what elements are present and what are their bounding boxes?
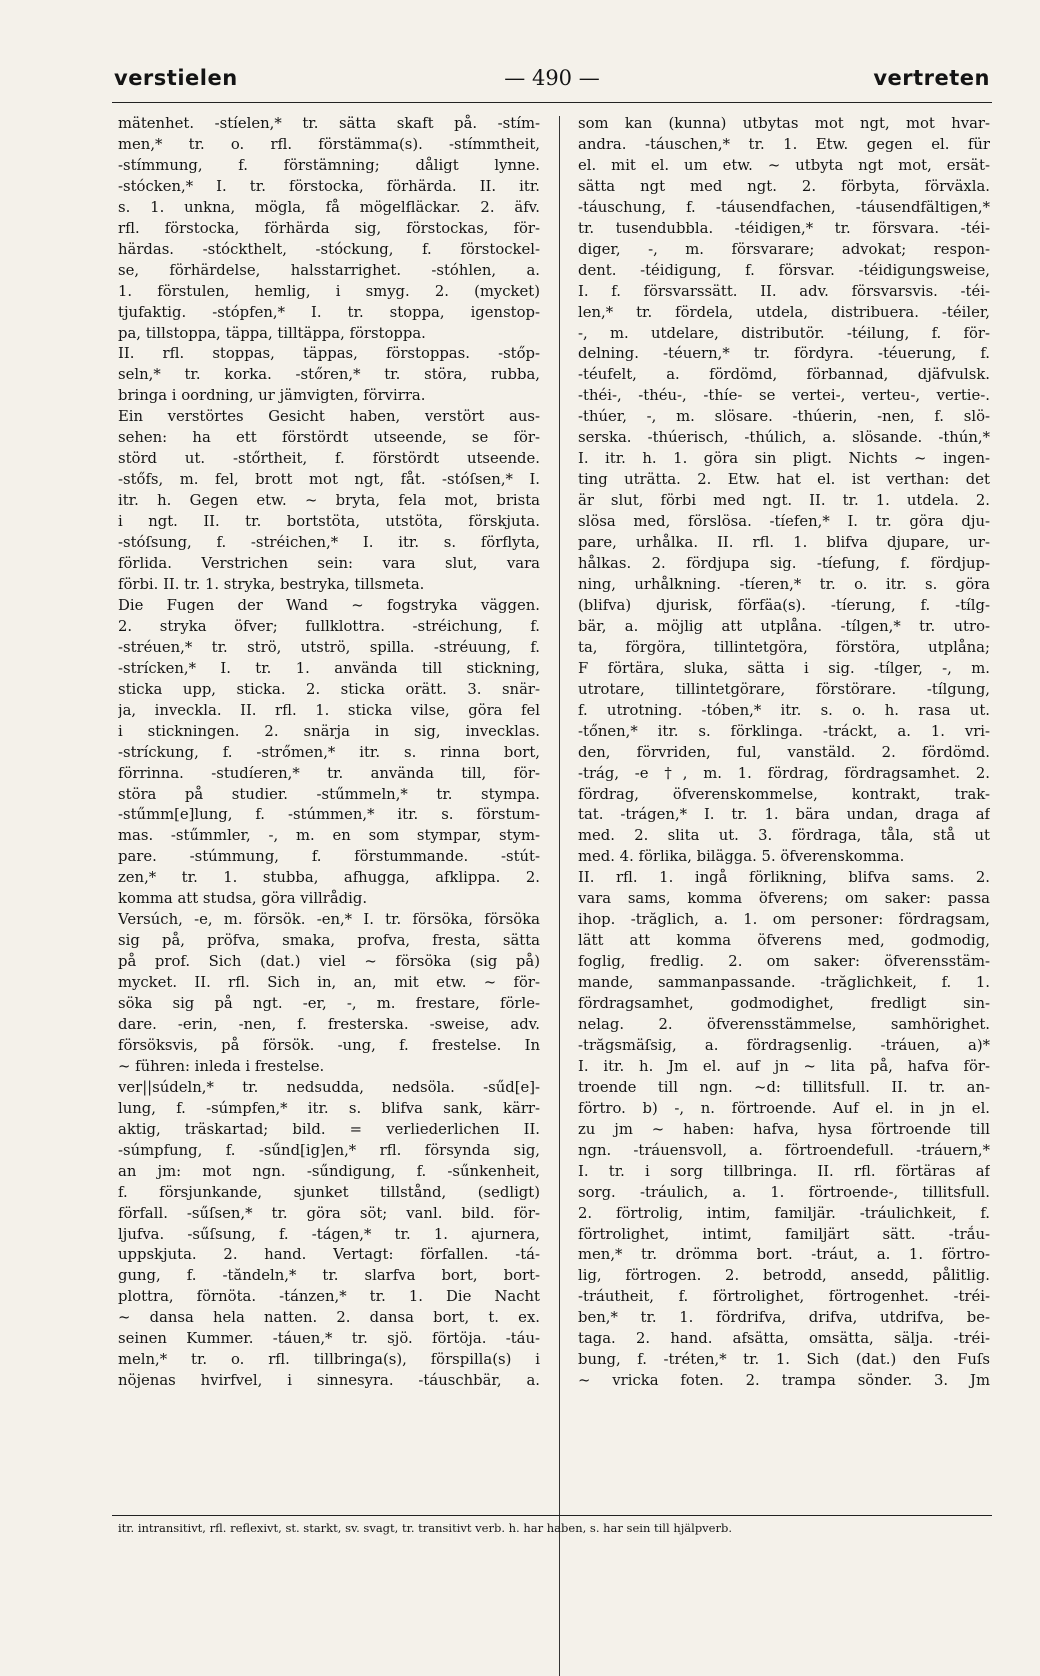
dictionary-line: serska. -thúerisch, -thúlich, a. slösande. -thún,*: [578, 429, 990, 447]
dictionary-line: delning. -téuern,* tr. fördyra. -téuerung, f.: [578, 345, 990, 363]
dictionary-line: rfl. förstocka, förhärda sig, förstockas, för-: [118, 219, 540, 237]
dictionary-line: foglig, fredlig. 2. om saker: öfverensstäm-: [578, 953, 990, 971]
footer-rule: [112, 1515, 992, 1516]
dictionary-line: II. rfl. 1. ingå förlikning, blifva sams. 2.: [578, 869, 990, 887]
dictionary-line: förtro. b) -, n. förtroende. Auf el. in jn el.: [578, 1099, 990, 1117]
dictionary-line: mas. -stűmmler, -, m. en som stympar, stym-: [118, 827, 540, 845]
dictionary-line: 2. stryka öfver; fullklottra. -stréichung, f.: [118, 617, 540, 635]
dictionary-line: -stréuen,* tr. strö, utströ, spilla. -stréuung, f.: [118, 638, 540, 656]
dictionary-line: gung, f. -tăndeln,* tr. slarfva bort, bort-: [118, 1267, 540, 1285]
dictionary-line: komma att studsa, göra villrådig.: [118, 890, 368, 908]
dictionary-line: slösa med, förslösa. -tíefen,* I. tr. göra dju-: [578, 513, 990, 531]
dictionary-line: förbi. II. tr. 1. stryka, bestryka, tillsmeta.: [118, 575, 425, 593]
dictionary-line: störd ut. -stőrtheit, f. förstördt utseende.: [118, 450, 540, 468]
dictionary-line: len,* tr. fördela, utdela, distribuera. -téiler,: [578, 303, 990, 321]
dictionary-line: bär, a. möjlig att utplåna. -tílgen,* tr. utro-: [578, 617, 990, 635]
dictionary-line: -stóſsung, f. -stréichen,* I. itr. s. förflyta,: [118, 534, 540, 552]
dictionary-line: f. utrotning. -tóben,* itr. s. o. h. rasa ut.: [578, 701, 990, 719]
dictionary-line: lig, förtrogen. 2. betrodd, ansedd, pålitlig.: [578, 1267, 990, 1285]
dictionary-line: -stűmm[e]lung, f. -stúmmen,* itr. s. förstum-: [118, 806, 540, 824]
dictionary-line: I. f. försvarssätt. II. adv. försvarsvis. -téi-: [578, 282, 990, 300]
dictionary-line: Die Fugen der Wand ~ fogstryka väggen.: [118, 596, 540, 614]
dictionary-line: dent. -téidigung, f. försvar. -téidigungsweise,: [578, 261, 990, 279]
dictionary-line: I. itr. h. Jm el. auf jn ~ lita på, hafva för-: [578, 1057, 990, 1075]
dictionary-line: Versúch, -e, m. försök. -en,* I. tr. försöka, försöka: [118, 911, 540, 929]
dictionary-line: förfall. -sűſsen,* tr. göra söt; vanl. bild. för-: [118, 1204, 540, 1222]
dictionary-line: I. tr. i sorg tillbringa. II. rfl. förtäras af: [578, 1162, 990, 1180]
dictionary-line: men,* tr. drömma bort. -tráut, a. 1. förtro-: [578, 1246, 990, 1264]
dictionary-line: -táuschung, f. -táusendfachen, -táusendfältigen,*: [578, 198, 990, 216]
dictionary-line: -stríckung, f. -strőmen,* itr. s. rinna bort,: [118, 743, 540, 761]
dictionary-line: med. 2. slita ut. 3. fördraga, tåla, stå ut: [578, 827, 990, 845]
dictionary-line: ihop. -trăglich, a. 1. om personer: fördragsam,: [578, 911, 990, 929]
dictionary-line: sig på, pröfva, smaka, profva, fresta, sätta: [118, 932, 540, 950]
dictionary-line: itr. h. Gegen etw. ~ bryta, fela mot, brista: [118, 492, 540, 510]
dictionary-line: 1. förstulen, hemlig, i smyg. 2. (mycket): [118, 282, 540, 300]
dictionary-line: tjufaktig. -stópfen,* I. tr. stoppa, igenstop-: [118, 303, 540, 321]
dictionary-line: -théi-, -théu-, -thíe- se vertei-, verteu-, vertie-.: [578, 387, 990, 405]
dictionary-line: -stócken,* I. tr. förstocka, förhärda. II. itr.: [118, 177, 540, 195]
dictionary-line: el. mit el. um etw. ~ utbyta ngt mot, ersät-: [578, 156, 990, 174]
dictionary-line: zu jm ~ haben: hafva, hysa förtroende till: [578, 1120, 990, 1138]
dictionary-line: ~ vricka foten. 2. trampa sönder. 3. Jm: [578, 1372, 990, 1390]
dictionary-line: men,* tr. o. rfl. förstämma(s). -stímmtheit,: [118, 135, 540, 153]
dictionary-line: -trăgsmäſsig, a. fördragsenlig. -tráuen, a)*: [578, 1036, 990, 1054]
dictionary-line: ver||súdeln,* tr. nedsudda, nedsöla. -sűd[e]-: [118, 1078, 540, 1096]
dictionary-line: förrinna. -studíeren,* tr. använda till, för-: [118, 764, 540, 782]
dictionary-line: (blifva) djurisk, förfäa(s). -tíerung, f. -tílg-: [578, 596, 990, 614]
dictionary-line: taga. 2. hand. afsätta, omsätta, sälja. -tréi-: [578, 1330, 990, 1348]
dictionary-line: aktig, träskartad; bild. = verliederlichen II.: [118, 1120, 540, 1138]
dictionary-line: troende till ngn. ~d: tillitsfull. II. tr. an-: [578, 1078, 990, 1096]
dictionary-line: i ngt. II. tr. bortstöta, utstöta, förskjuta.: [118, 513, 540, 531]
dictionary-line: -thúer, -, m. slösare. -thúerin, -nen, f. slö-: [578, 408, 990, 426]
dictionary-line: mätenhet. -stíelen,* tr. sätta skaft på. -stím-: [118, 115, 540, 132]
dictionary-line: härdas. -stóckthelt, -stóckung, f. förstockel-: [118, 240, 540, 258]
dictionary-line: sticka upp, sticka. 2. sticka orätt. 3. snär-: [118, 680, 540, 698]
dictionary-line: i stickningen. 2. snärja in sig, invecklas.: [118, 722, 540, 740]
dictionary-line: meln,* tr. o. rfl. tillbringa(s), förspilla(s) i: [118, 1351, 540, 1369]
dictionary-line: bringa i oordning, ur jämvigten, förvirra.: [118, 387, 426, 405]
dictionary-line: II. rfl. stoppas, täppas, förstoppas. -stőp-: [118, 345, 540, 363]
right-guide-word: vertreten: [873, 66, 990, 90]
dictionary-line: ngn. -tráuensvoll, a. förtroendefull. -tráuern,*: [578, 1141, 990, 1159]
dictionary-line: utrotare, tillintetgörare, förstörare. -tílgung,: [578, 680, 990, 698]
dictionary-line: nöjenas hvirfvel, i sinnesyra. -táuschbär, a.: [118, 1372, 540, 1390]
dictionary-line: den, förvriden, ful, vanstäld. 2. fördömd.: [578, 743, 990, 761]
dictionary-line: Ein verstörtes Gesicht haben, verstört aus-: [118, 408, 540, 426]
column-divider: [559, 116, 560, 1676]
dictionary-line: vara sams, komma öfverens; om saker: passa: [578, 890, 990, 908]
dictionary-line: är slut, förbi med ngt. II. tr. 1. utdela. 2.: [578, 492, 990, 510]
dictionary-line: I. itr. h. 1. göra sin pligt. Nichts ~ ingen-: [578, 450, 990, 468]
dictionary-line: pare, urhålka. II. rfl. 1. blifva djupare, ur-: [578, 534, 990, 552]
dictionary-line: ~ führen: inleda i frestelse.: [118, 1057, 325, 1075]
dictionary-line: förtrolighet, intimt, familjärt sätt. -trắu-: [578, 1225, 990, 1243]
abbreviation-legend: itr. intransitivt, rfl. reflexivt, st. starkt, sv. svagt, tr. transitivt verb. h. har haben, s. har sein till hjälpverb.: [118, 1521, 732, 1535]
dictionary-line: hålkas. 2. fördjupa sig. -tíefung, f. fördjup-: [578, 555, 990, 573]
dictionary-line: se, förhärdelse, halsstarrighet. -stóhlen, a.: [118, 261, 540, 279]
dictionary-line: pa, tillstoppa, täppa, tilltäppa, förstoppa.: [118, 324, 426, 342]
dictionary-line: söka sig på ngt. -er, -, m. frestare, förle-: [118, 995, 540, 1013]
dictionary-line: ta, förgöra, tillintetgöra, förstöra, utplåna;: [578, 638, 990, 656]
left-guide-word: verstielen: [114, 66, 238, 90]
dictionary-line: -súmpfung, f. -sűnd[ig]en,* rfl. försynda sig,: [118, 1141, 540, 1159]
dictionary-line: lätt att komma öfverens med, godmodig,: [578, 932, 990, 950]
dictionary-line: F förtära, sluka, sätta i sig. -tílger, -, m.: [578, 659, 990, 677]
header-rule: [112, 102, 992, 103]
dictionary-line: bung, f. -tréten,* tr. 1. Sich (dat.) den Fuſs: [578, 1351, 990, 1369]
dictionary-line: mande, sammanpassande. -trăglichkeit, f. 1.: [578, 974, 990, 992]
dictionary-line: ben,* tr. 1. fördrifva, drifva, utdrifva, be-: [578, 1309, 990, 1327]
dictionary-line: tat. -trágen,* I. tr. 1. bära undan, draga af: [578, 806, 990, 824]
right-column: [578, 114, 990, 1392]
dictionary-line: -strícken,* I. tr. 1. använda till stickning,: [118, 659, 540, 677]
dictionary-line: fördragsamhet, godmodighet, fredligt sin-: [578, 995, 990, 1013]
dictionary-line: -tőnen,* itr. s. förklinga. -tráckt, a. 1. vri-: [578, 722, 990, 740]
dictionary-line: ~ dansa hela natten. 2. dansa bort, t. ex.: [118, 1309, 540, 1327]
dictionary-line: -stímmung, f. förstämning; dåligt lynne.: [118, 156, 540, 174]
dictionary-line: s. 1. unkna, mögla, få mögelfläckar. 2. äfv.: [118, 198, 540, 216]
dictionary-line: uppskjuta. 2. hand. Vertagt: förfallen. -tá-: [118, 1246, 540, 1264]
dictionary-line: sehen: ha ett förstördt utseende, se för-: [118, 429, 540, 447]
dictionary-line: diger, -, m. försvarare; advokat; respon-: [578, 240, 990, 258]
dictionary-line: -, m. utdelare, distributör. -téilung, f. för-: [578, 324, 990, 342]
dictionary-line: nelag. 2. öfverensstämmelse, samhörighet.: [578, 1015, 990, 1033]
dictionary-line: sorg. -tráulich, a. 1. förtroende-, tillitsfull.: [578, 1183, 990, 1201]
left-column: [118, 114, 540, 1392]
dictionary-line: pare. -stúmmung, f. förstummande. -stút-: [118, 848, 540, 866]
dictionary-line: ting uträtta. 2. Etw. hat el. ist verthan: det: [578, 471, 990, 489]
dictionary-line: sätta ngt med ngt. 2. förbyta, förväxla.: [578, 177, 990, 195]
dictionary-line: plottra, förnöta. -tánzen,* tr. 1. Die Nacht: [118, 1288, 540, 1306]
dictionary-line: lung, f. -súmpfen,* itr. s. blifva sank, kärr-: [118, 1099, 540, 1117]
dictionary-line: tr. tusendubbla. -téidigen,* tr. försvara. -téi-: [578, 219, 990, 237]
dictionary-line: på prof. Sich (dat.) viel ~ försöka (sig på): [118, 953, 540, 971]
dictionary-line: försöksvis, på försök. -ung, f. frestelse. In: [118, 1036, 540, 1054]
dictionary-line: zen,* tr. 1. stubba, afhugga, afklippa. 2.: [118, 869, 540, 887]
dictionary-line: andra. -táuschen,* tr. 1. Etw. gegen el. für: [578, 135, 990, 153]
page-number: — 490 —: [504, 66, 600, 90]
dictionary-line: seln,* tr. korka. -stőren,* tr. störa, rubba,: [118, 366, 540, 384]
dictionary-line: -tráutheit, f. förtrolighet, förtrogenhet. -tréi-: [578, 1288, 990, 1306]
dictionary-line: -stőfs, m. fel, brott mot ngt, fåt. -stóſsen,* I.: [118, 471, 540, 489]
dictionary-line: seinen Kummer. -táuen,* tr. sjö. förtöja. -táu-: [118, 1330, 540, 1348]
dictionary-line: störa på studier. -stűmmeln,* tr. stympa.: [118, 785, 540, 803]
dictionary-line: dare. -erin, -nen, f. fresterska. -sweise, adv.: [118, 1015, 540, 1033]
dictionary-line: -téufelt, a. fördömd, förbannad, djäfvulsk.: [578, 366, 990, 384]
dictionary-line: f. försjunkande, sjunket tillstånd, (sedligt): [118, 1183, 540, 1201]
dictionary-line: med. 4. förlika, bilägga. 5. öfverenskomma.: [578, 848, 905, 866]
dictionary-line: som kan (kunna) utbytas mot ngt, mot hvar-: [578, 115, 990, 132]
dictionary-line: ljufva. -sűſsung, f. -tágen,* tr. 1. ajurnera,: [118, 1225, 540, 1243]
page-header: [114, 66, 990, 96]
dictionary-line: fördrag, öfverenskommelse, kontrakt, trak-: [578, 785, 990, 803]
dictionary-line: mycket. II. rfl. Sich in, an, mit etw. ~ för-: [118, 974, 540, 992]
dictionary-line: ning, urhålkning. -tíeren,* tr. o. itr. s. göra: [578, 575, 990, 593]
dictionary-line: an jm: mot ngn. -sűndigung, f. -sűnkenheit,: [118, 1162, 540, 1180]
dictionary-line: -trág, -e †, m. 1. fördrag, fördragsamhet. 2.: [578, 764, 990, 782]
dictionary-line: 2. förtrolig, intim, familjär. -tráulichkeit, f.: [578, 1204, 990, 1222]
dictionary-line: ja, inveckla. II. rfl. 1. sticka vilse, göra fel: [118, 701, 540, 719]
dictionary-line: förlida. Verstrichen sein: vara slut, vara: [118, 555, 540, 573]
